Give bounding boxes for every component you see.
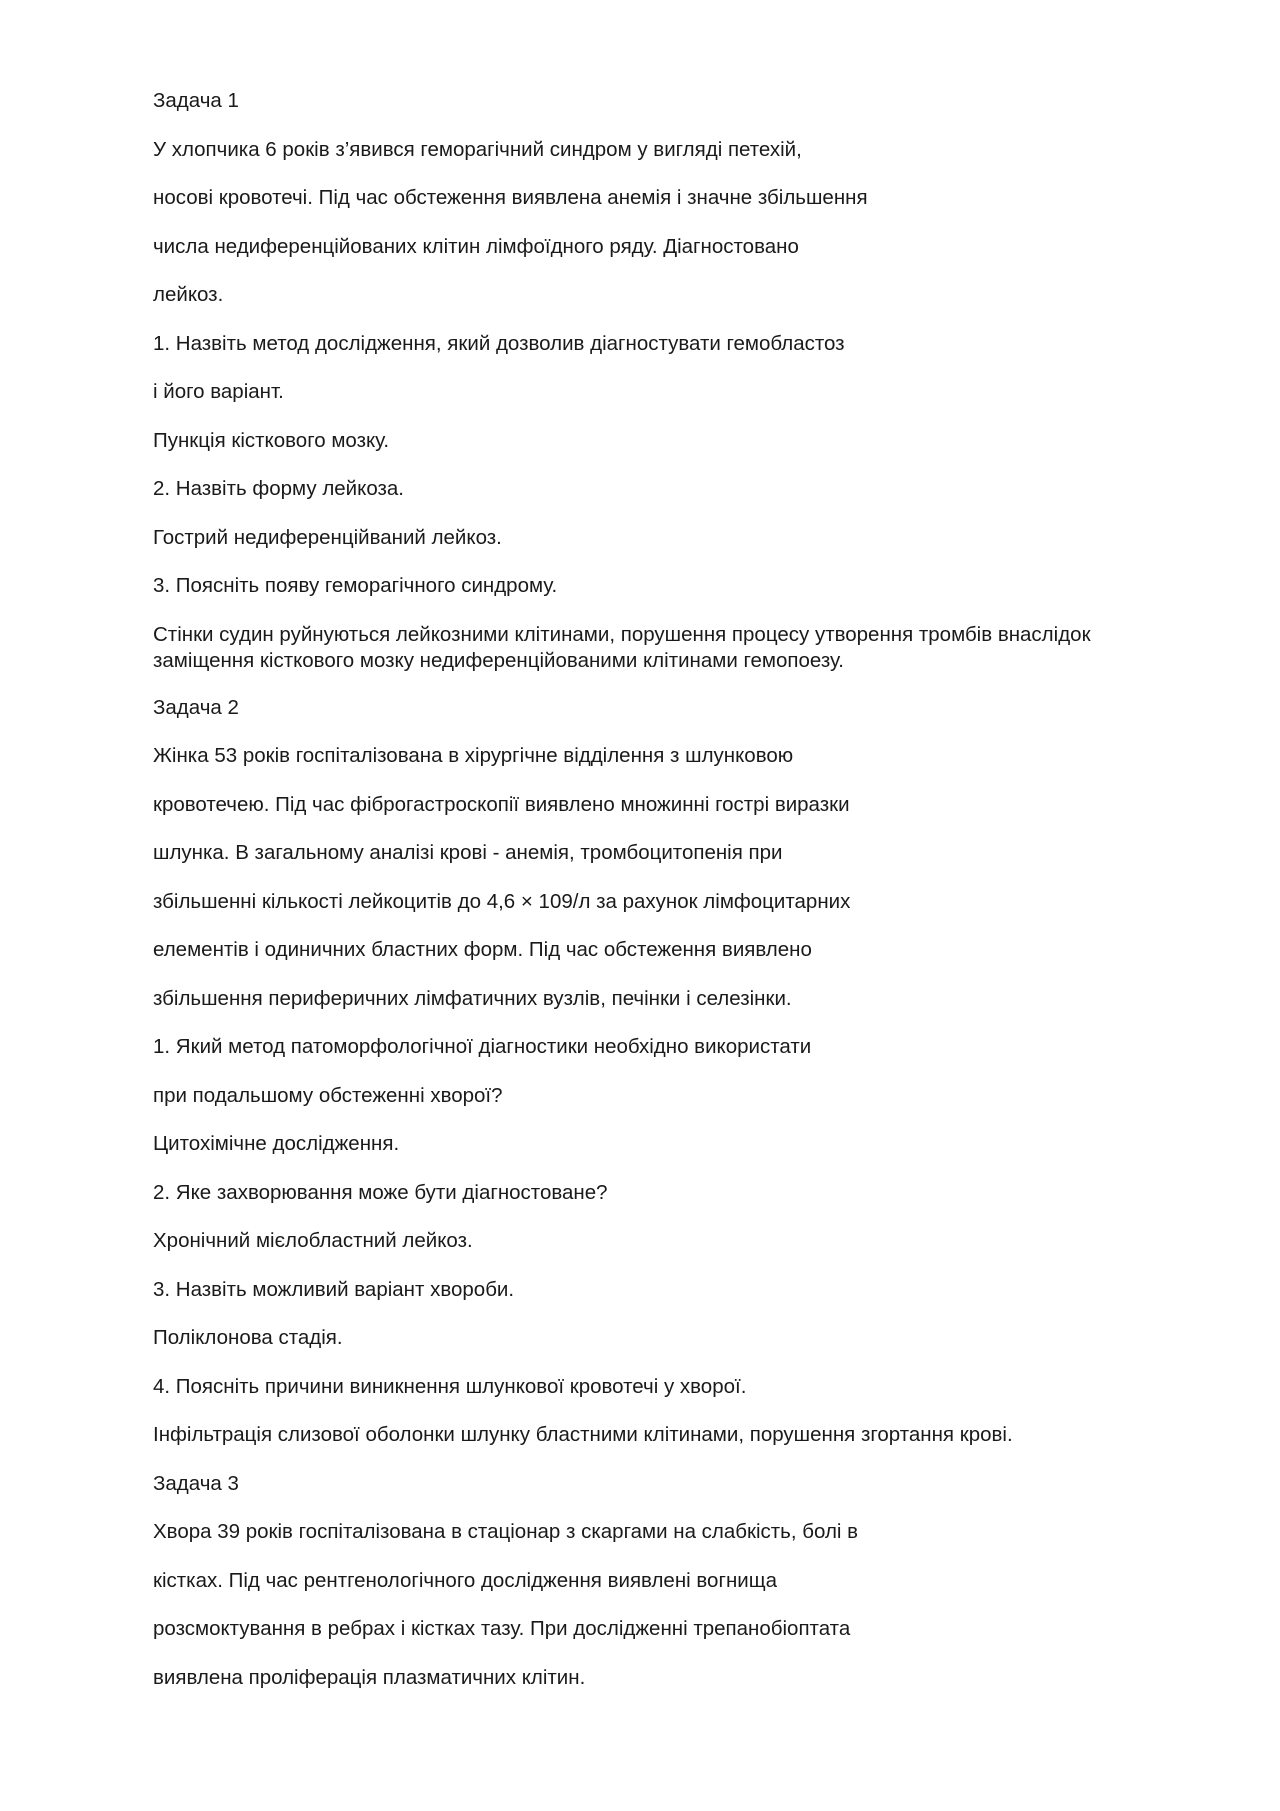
- task-2-text-line-5: елементів і одиничних бластних форм. Під час обстеження виявлено: [153, 938, 812, 961]
- task-2-question-1-line-2: при подальшому обстеженні хворої?: [153, 1083, 503, 1107]
- task-1-text-line-2: носові кровотечі. Під час обстеження виявлена анемія і значне збільшення: [153, 186, 868, 209]
- task-1-answer-1: Пункція кісткового мозку.: [153, 428, 390, 452]
- task-1-text-line-3: числа недиференційованих клітин лімфоїдного ряду. Діагностовано: [153, 234, 799, 258]
- document-body: [153, 88, 1163, 1713]
- task-3-text-line-4: виявлена проліферація плазматичних клітин.: [153, 1665, 586, 1689]
- task-2-question-2: 2. Яке захворювання може бути діагностоване?: [153, 1180, 608, 1204]
- task-1-question-3: 3. Поясніть появу геморагічного синдрому.: [153, 574, 558, 597]
- task-2-text-line-4: збільшенні кількості лейкоцитів до 4,6 × 109/л за рахунок лімфоцитарних: [153, 889, 851, 913]
- task-2-text-line-2: кровотечею. Під час фіброгастроскопії виявлено множинні гострі виразки: [153, 792, 850, 816]
- task-2-question-3: 3. Назвіть можливий варіант хвороби.: [153, 1277, 515, 1301]
- task-3-heading: Задача 3: [153, 1471, 239, 1495]
- task-1-text-line-1: У хлопчика 6 років з’явився геморагічний синдром у вигляді петехій,: [153, 137, 802, 161]
- task-2-heading: Задача 2: [153, 695, 239, 719]
- task-2-text-line-3: шлунка. В загальному аналізі крові - анемія, тромбоцитопенія при: [153, 841, 783, 864]
- task-2-question-4: 4. Поясніть причини виникнення шлункової кровотечі у хворої.: [153, 1374, 747, 1398]
- task-2-answer-2: Хронічний мієлобластний лейкоз.: [153, 1229, 473, 1252]
- task-2-text-line-6: збільшення периферичних лімфатичних вузлів, печінки і селезінки.: [153, 986, 792, 1010]
- task-1-answer-2: Гострий недиференційваний лейкоз.: [153, 525, 502, 549]
- task-3-text-line-1: Хвора 39 років госпіталізована в стаціонар з скаргами на слабкість, болі в: [153, 1520, 859, 1543]
- task-1-question-1-line-2: і його варіант.: [153, 380, 284, 403]
- task-2-answer-4: Інфільтрація слизової оболонки шлунку бластними клітинами, порушення згортання крові.: [153, 1423, 1013, 1446]
- task-2-answer-1: Цитохімічне дослідження.: [153, 1132, 400, 1155]
- task-1-answer-3: Стінки судин руйнуються лейкозними клітинами, порушення процесу утворення тромбів внаслідок заміщення кісткового мозку недиференційованими клітинами гемопоезу.: [153, 622, 1091, 672]
- task-2-question-1-line-1: 1. Який метод патоморфологічної діагностики необхідно використати: [153, 1035, 812, 1058]
- task-2-answer-3: Поліклонова стадія.: [153, 1326, 343, 1349]
- task-2-text-line-1: Жінка 53 років госпіталізована в хірургічне відділення з шлунковою: [153, 744, 794, 767]
- task-1-text-line-4: лейкоз.: [153, 283, 224, 306]
- task-1-heading: Задача 1: [153, 89, 239, 112]
- task-1-question-2: 2. Назвіть форму лейкоза.: [153, 477, 404, 500]
- task-3-text-line-2: кістках. Під час рентгенологічного дослідження виявлені вогнища: [153, 1568, 777, 1592]
- task-1-question-1-line-1: 1. Назвіть метод дослідження, який дозволив діагностувати гемобластоз: [153, 331, 845, 355]
- task-3-text-line-3: розсмоктування в ребрах і кістках тазу. При дослідженні трепанобіоптата: [153, 1617, 851, 1640]
